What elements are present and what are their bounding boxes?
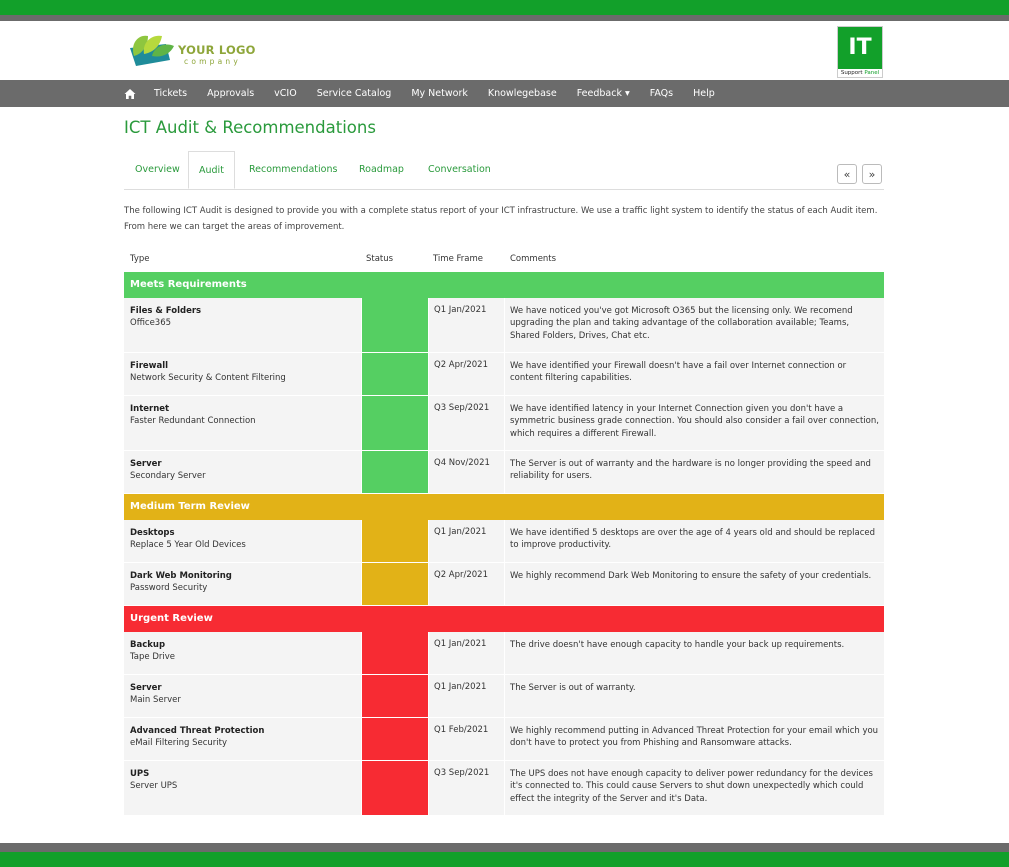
- item-subtitle: Secondary Server: [130, 471, 206, 481]
- nav-item[interactable]: Service Catalog: [316, 88, 392, 99]
- comment: The Server is out of warranty.: [510, 683, 636, 693]
- section-header: Medium Term Review: [124, 494, 884, 520]
- item-subtitle: Faster Redundant Connection: [130, 416, 256, 426]
- status-indicator: [361, 675, 429, 717]
- nav-item[interactable]: Knowlegebase: [487, 88, 557, 99]
- table-row: [124, 632, 884, 675]
- item-name: UPS: [130, 769, 150, 779]
- column-divider: [504, 396, 505, 450]
- it-badge-subtitle: Support Panel: [840, 70, 880, 76]
- item-subtitle: Office365: [130, 318, 172, 328]
- status-indicator: [361, 632, 429, 674]
- time-frame: Q3 Sep/2021: [434, 768, 490, 778]
- tab-overview[interactable]: Overview: [135, 164, 180, 175]
- next-button[interactable]: »: [862, 164, 882, 184]
- status-indicator: [361, 718, 429, 760]
- item-type: [130, 725, 264, 749]
- nav-item[interactable]: Approvals: [207, 88, 255, 99]
- item-name: Server: [130, 459, 162, 469]
- table-row: [124, 675, 884, 718]
- tab-bar: [124, 151, 884, 190]
- header-comments: Comments: [510, 254, 557, 264]
- column-divider: [504, 761, 505, 815]
- header-status: Status: [366, 254, 394, 264]
- logo-subtitle: company: [184, 57, 241, 66]
- time-frame: Q1 Feb/2021: [434, 725, 489, 735]
- time-frame: Q1 Jan/2021: [434, 639, 487, 649]
- column-divider: [504, 451, 505, 493]
- time-frame: Q2 Apr/2021: [434, 570, 489, 580]
- status-indicator: [361, 298, 429, 352]
- section-header: Urgent Review: [124, 606, 884, 632]
- item-type: [130, 403, 256, 427]
- column-divider: [504, 563, 505, 605]
- audit-table: [124, 250, 884, 816]
- column-divider: [504, 718, 505, 760]
- time-frame: Q1 Jan/2021: [434, 527, 487, 537]
- comment: The drive doesn't have enough capacity to handle your back up requirements.: [510, 640, 845, 650]
- status-indicator: [361, 396, 429, 450]
- it-support-panel-badge[interactable]: [837, 26, 883, 78]
- nav-item[interactable]: FAQs: [649, 88, 674, 99]
- status-indicator: [361, 761, 429, 815]
- item-subtitle: Server UPS: [130, 781, 178, 791]
- item-subtitle: Main Server: [130, 695, 181, 705]
- comment: The Server is out of warranty and the hardware is no longer providing the speed and reliability for users.: [510, 459, 871, 482]
- comment: We have noticed you've got Microsoft O365 but the licensing only. We recomend upgrading the plan and taking advantage of the collaboration available; Teams, Shared Folders, Drives, Chat etc.: [510, 306, 853, 341]
- logo-leaf-icon: [126, 30, 178, 70]
- table-row: [124, 353, 884, 396]
- item-name: Files & Folders: [130, 306, 202, 316]
- company-logo[interactable]: [126, 30, 266, 72]
- item-name: Backup: [130, 640, 166, 650]
- home-icon[interactable]: [124, 88, 136, 100]
- nav-item[interactable]: Feedback ▾: [576, 88, 630, 99]
- table-row: [124, 520, 884, 563]
- comment: We have identified your Firewall doesn't have a fail over Internet connection or content filtering capabilities.: [510, 361, 847, 384]
- item-subtitle: Password Security: [130, 583, 208, 593]
- status-indicator: [361, 563, 429, 605]
- tab-recommendations[interactable]: Recommendations: [249, 164, 338, 175]
- header-timeframe: Time Frame: [433, 254, 483, 264]
- item-subtitle: Replace 5 Year Old Devices: [130, 540, 246, 550]
- item-subtitle: Network Security & Content Filtering: [130, 373, 286, 383]
- status-indicator: [361, 451, 429, 493]
- column-divider: [504, 520, 505, 562]
- table-row: [124, 396, 884, 451]
- section-header: Meets Requirements: [124, 272, 884, 298]
- column-divider: [504, 298, 505, 352]
- time-frame: Q1 Jan/2021: [434, 682, 487, 692]
- item-type: [130, 682, 181, 706]
- header-type: Type: [130, 254, 150, 264]
- comment: We have identified latency in your Internet Connection given you don't have a symmetric business grade connection. You should also consider a fail over connection, which requires a different Firewall.: [510, 404, 879, 439]
- tab-audit[interactable]: Audit: [188, 151, 235, 189]
- time-frame: Q4 Nov/2021: [434, 458, 490, 468]
- column-divider: [504, 632, 505, 674]
- tab-roadmap[interactable]: Roadmap: [359, 164, 404, 175]
- item-subtitle: Tape Drive: [130, 652, 175, 662]
- comment: We highly recommend putting in Advanced Threat Protection for your email which you don't have to protect you from Phishing and Ransomware attacks.: [510, 726, 879, 749]
- item-type: [130, 768, 177, 792]
- footer-gray-bar: [0, 843, 1009, 852]
- it-badge-text: IT: [838, 27, 882, 69]
- table-row: [124, 718, 884, 761]
- item-name: Server: [130, 683, 162, 693]
- time-frame: Q2 Apr/2021: [434, 360, 489, 370]
- item-name: Firewall: [130, 361, 169, 371]
- item-type: [130, 305, 201, 329]
- comment: We have identified 5 desktops are over the age of 4 years old and should be replaced to improve productivity.: [510, 528, 876, 551]
- time-frame: Q1 Jan/2021: [434, 305, 487, 315]
- nav-item[interactable]: Help: [693, 88, 715, 99]
- item-name: Advanced Threat Protection: [130, 726, 265, 736]
- logo-title: YOUR LOGO: [178, 43, 256, 57]
- status-indicator: [361, 520, 429, 562]
- item-name: Desktops: [130, 528, 175, 538]
- table-row: [124, 298, 884, 353]
- page-title: ICT Audit & Recommendations: [124, 118, 376, 137]
- status-indicator: [361, 353, 429, 395]
- nav-item[interactable]: Tickets: [154, 88, 188, 99]
- header: [0, 21, 1009, 80]
- item-name: Dark Web Monitoring: [130, 571, 232, 581]
- previous-button[interactable]: «: [837, 164, 857, 184]
- column-divider: [504, 353, 505, 395]
- top-accent-bar: [0, 0, 1009, 15]
- time-frame: Q3 Sep/2021: [434, 403, 490, 413]
- table-row: [124, 451, 884, 494]
- table-row: [124, 563, 884, 606]
- tab-conversation[interactable]: Conversation: [428, 164, 491, 175]
- item-name: Internet: [130, 404, 170, 414]
- item-type: [130, 527, 246, 551]
- item-type: [130, 458, 206, 482]
- item-subtitle: eMail Filtering Security: [130, 738, 227, 748]
- table-header: [124, 250, 884, 272]
- footer-accent-bar: [0, 852, 1009, 867]
- item-type: [130, 360, 286, 384]
- item-type: [130, 570, 232, 594]
- comment: The UPS does not have enough capacity to deliver power redundancy for the devices it's connected to. This could cause Servers to shut down unexpectedly which could effect the integrity of the Server and it's Data.: [510, 769, 873, 804]
- item-type: [130, 639, 175, 663]
- nav-item[interactable]: My Network: [411, 88, 468, 99]
- column-divider: [504, 675, 505, 717]
- comment: We highly recommend Dark Web Monitoring to ensure the safety of your credentials.: [510, 571, 872, 581]
- nav-item[interactable]: vCIO: [274, 88, 297, 99]
- table-row: [124, 761, 884, 816]
- main-navigation: [0, 80, 1009, 107]
- intro-text: The following ICT Audit is designed to provide you with a complete status report of your ICT infrastructure. We use a traffic light system to identify the status of each Audit item. From here we can target the areas of improvement.: [124, 206, 878, 232]
